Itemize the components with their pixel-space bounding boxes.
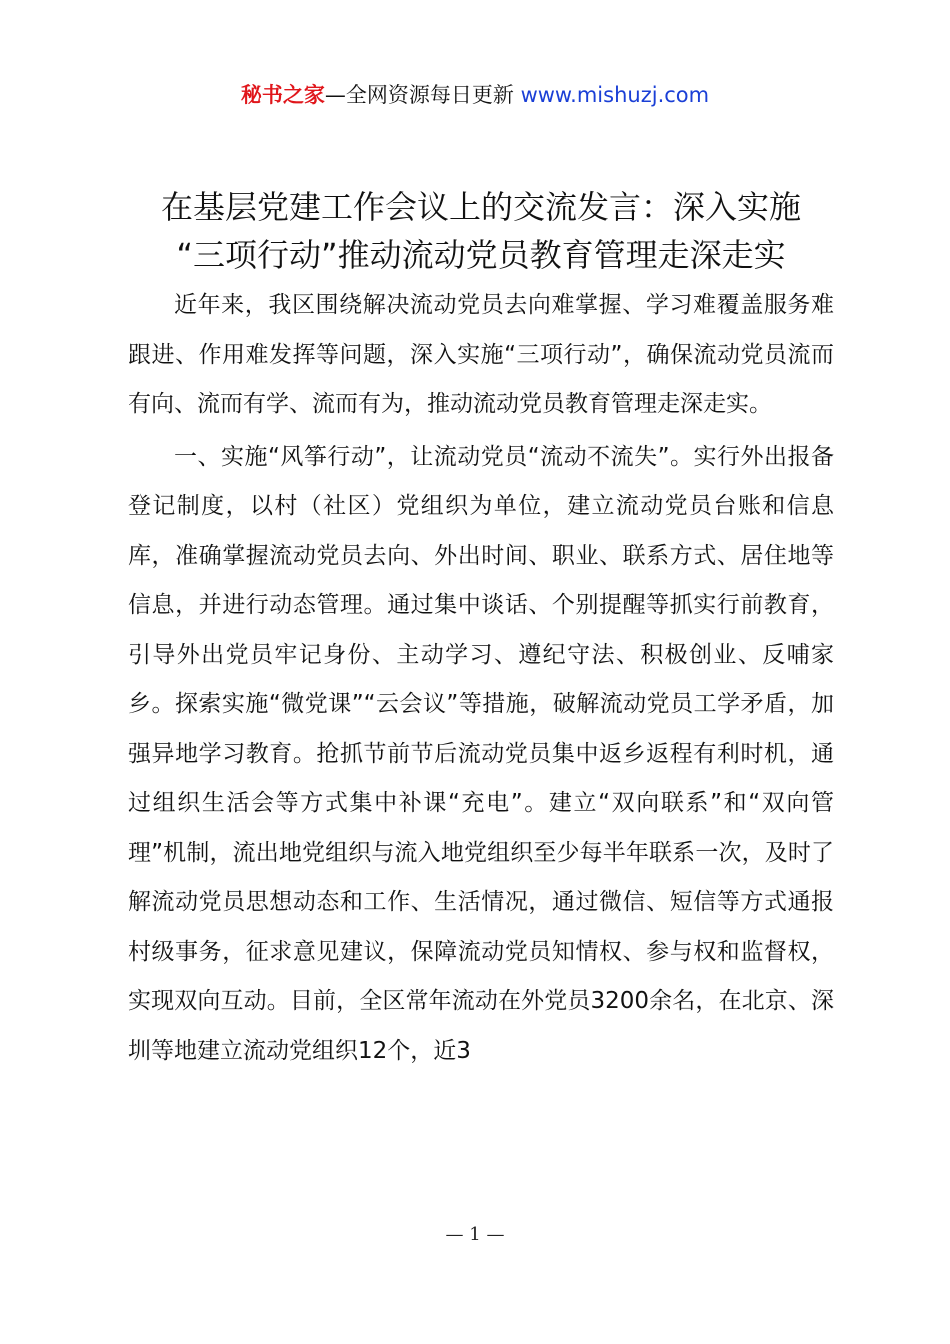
brand-name: 秘书之家 [240,83,325,107]
section-1-body: 实行外出报备登记制度，以村（社区）党组织为单位，建立流动党员台账和信息库，准确掌握流动党员去向、外出时间、职业、联系方式、居住地等信息，并进行动态管理。通过集中谈话、个别提醒等抓实行前教育，引导外出党员牢记身份、主动学习、遵纪守法、积极创业、反哺家乡。探索实施“微党课”“云会议”等措施，破解流动党员工学矛盾，加强异地学习教育。抢抓节前节后流动党员集中返乡返程有利时机，通过组织生活会等方式集中补课“充电”。建立“双向联系”和“双向管理”机制，流出地党组织与流入地党组织至少每半年联系一次，及时了解流动党员思想动态和工作、生活情况，通过微信、短信等方式通报村级事务，征求意见建议，保障流动党员知情权、参与权和监督权，实现双向互动。目前，全区常年流动在外党员3200余名，在北京、深圳等地建立流动党组织12个，近3 [128,443,835,1064]
site-url-link[interactable]: www.mishuzj.com [513,83,710,107]
section-1-paragraph [128,433,834,1077]
section-1-heading: 一、实施“风筝行动”，让流动党员“流动不流失”。 [174,443,694,470]
title-line-2: “三项行动”推动流动党员教育管理走深走实 [176,236,786,274]
document-body [128,281,834,1076]
title-line-1: 在基层党建工作会议上的交流发言：深入实施 [160,188,801,226]
banner-slogan: —全网资源每日更新 [324,83,514,107]
page-number: — 1 — [445,1224,505,1245]
document-title [128,183,834,279]
intro-paragraph: 近年来，我区围绕解决流动党员去向难掌握、学习难覆盖服务难跟进、作用难发挥等问题，深入实施“三项行动”，确保流动党员流而有向、流而有学、流而有为，推动流动党员教育管理走深走实。 [128,292,834,417]
site-banner [0,80,950,110]
